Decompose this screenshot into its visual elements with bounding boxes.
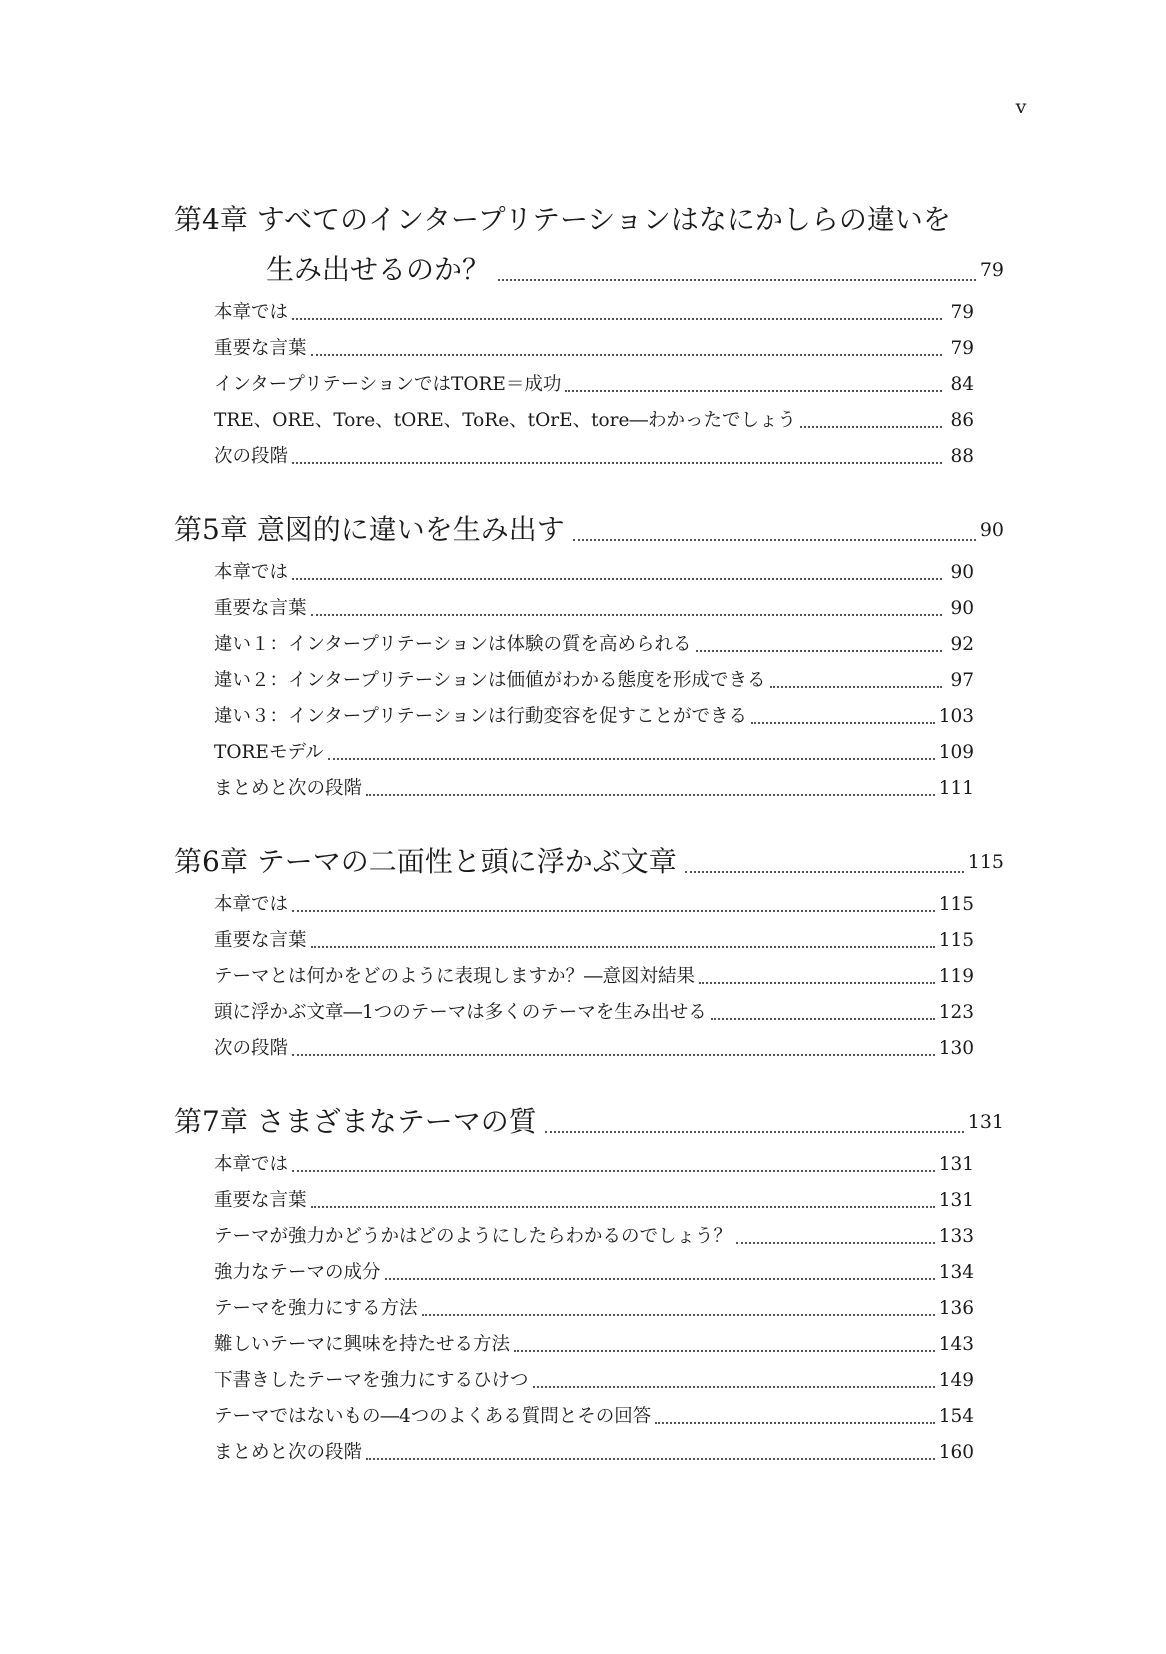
entry-label: 違い２：インタープリテーションは価値がわかる態度を形成できる [214, 670, 766, 691]
toc-entry[interactable] [174, 403, 1004, 439]
chapter-label: 第6章 [174, 845, 248, 878]
toc-entry[interactable] [174, 1363, 1004, 1399]
chapter-heading[interactable] [174, 505, 1004, 555]
entry-page: 131 [938, 1154, 974, 1175]
entry-label: 違い３：インタープリテーションは行動変容を促すことができる [214, 706, 747, 727]
entry-label: 本章では [214, 562, 289, 583]
entry-page: 90 [950, 562, 974, 583]
toc-entry[interactable] [174, 1147, 1004, 1183]
toc-entry[interactable] [174, 663, 1004, 699]
toc-entry[interactable] [174, 771, 1004, 807]
toc-entry[interactable] [174, 331, 1004, 367]
chapter-title: さまざまなテーマの質 [256, 1105, 537, 1138]
entry-page: 84 [950, 374, 974, 395]
dot-leader [545, 1131, 964, 1133]
chapter-page: 115 [967, 851, 1004, 873]
dot-leader [736, 1242, 935, 1244]
entry-label: インタープリテーションではTORE＝成功 [214, 374, 562, 395]
toc-entry[interactable] [174, 591, 1004, 627]
entry-page: 130 [938, 1038, 974, 1059]
entry-page: 123 [938, 1002, 974, 1023]
dot-leader [751, 722, 935, 724]
entry-label: 次の段階 [214, 446, 289, 467]
table-of-contents [174, 195, 1004, 1501]
dot-leader [498, 279, 976, 281]
dot-leader [385, 1278, 935, 1280]
entry-page: 131 [938, 1190, 974, 1211]
entry-label: テーマとは何かをどのように表現しますか？―意図対結果 [214, 966, 696, 987]
toc-entry[interactable] [174, 1327, 1004, 1363]
toc-entry[interactable] [174, 1399, 1004, 1435]
chapter-title: 意図的に違いを生み出す [256, 513, 565, 546]
entry-page: 119 [938, 966, 974, 987]
dot-leader [311, 1206, 935, 1208]
chapter-heading[interactable] [174, 195, 1004, 295]
chapter-label: 第4章 [174, 203, 248, 236]
toc-entry[interactable] [174, 699, 1004, 735]
entry-label: テーマを強力にする方法 [214, 1298, 418, 1319]
entry-label: 重要な言葉 [214, 1190, 307, 1211]
dot-leader [366, 794, 935, 796]
entry-page: 79 [950, 338, 974, 359]
dot-leader [565, 390, 942, 392]
entry-page: 109 [938, 742, 974, 763]
dot-leader [311, 354, 942, 356]
chapter-heading[interactable] [174, 837, 1004, 887]
toc-entry[interactable] [174, 555, 1004, 591]
chapter-4 [174, 195, 1004, 475]
entry-page: 133 [938, 1226, 974, 1247]
entry-label: 強力なテーマの成分 [214, 1262, 381, 1283]
dot-leader [655, 1422, 934, 1424]
toc-entry[interactable] [174, 295, 1004, 331]
chapter-title-continued: 生み出せるのか？ [266, 253, 491, 286]
entry-page: 136 [938, 1298, 974, 1319]
toc-entry[interactable] [174, 995, 1004, 1031]
dot-leader [292, 578, 942, 580]
toc-entry[interactable] [174, 1219, 1004, 1255]
entry-page: 154 [938, 1406, 974, 1427]
dot-leader [422, 1314, 935, 1316]
entry-page: 103 [938, 706, 974, 727]
toc-entry[interactable] [174, 1291, 1004, 1327]
toc-entry[interactable] [174, 1255, 1004, 1291]
entry-label: テーマではないもの―4つのよくある質問とその回答 [214, 1406, 652, 1427]
toc-entry[interactable] [174, 735, 1004, 771]
entry-page: 88 [950, 446, 974, 467]
dot-leader [696, 650, 943, 652]
entry-label: 本章では [214, 1154, 289, 1175]
dot-leader [770, 686, 943, 688]
dot-leader [311, 946, 935, 948]
chapter-7 [174, 1097, 1004, 1471]
page-number: v [1015, 96, 1027, 118]
entry-page: 111 [938, 778, 974, 799]
entry-page: 160 [938, 1442, 974, 1463]
entry-page: 92 [950, 634, 974, 655]
chapter-label: 第7章 [174, 1105, 248, 1138]
toc-entry[interactable] [174, 627, 1004, 663]
toc-entry[interactable] [174, 439, 1004, 475]
entry-label: 重要な言葉 [214, 930, 307, 951]
entry-label: TOREモデル [214, 742, 324, 763]
entry-page: 143 [938, 1334, 974, 1355]
entry-page: 97 [950, 670, 974, 691]
entry-label: 重要な言葉 [214, 598, 307, 619]
dot-leader [292, 462, 942, 464]
entry-label: まとめと次の段階 [214, 1442, 363, 1463]
dot-leader [800, 426, 942, 428]
dot-leader [699, 982, 935, 984]
dot-leader [328, 758, 935, 760]
dot-leader [533, 1386, 935, 1388]
toc-entry[interactable] [174, 923, 1004, 959]
dot-leader [366, 1458, 935, 1460]
entry-page: 90 [950, 598, 974, 619]
entry-label: 下書きしたテーマを強力にするひけつ [214, 1370, 529, 1391]
entry-label: TRE、ORE、Tore、tORE、ToRe、tOrE、tore―わかったでしょう [214, 410, 796, 431]
toc-entry[interactable] [174, 959, 1004, 995]
entry-page: 79 [950, 302, 974, 323]
entry-label: 違い１：インタープリテーションは体験の質を高められる [214, 634, 692, 655]
dot-leader [311, 614, 942, 616]
chapter-title: テーマの二面性と頭に浮かぶ文章 [256, 845, 677, 878]
entry-label: まとめと次の段階 [214, 778, 363, 799]
toc-entry[interactable] [174, 1183, 1004, 1219]
entry-label: 本章では [214, 894, 289, 915]
chapter-page: 90 [979, 519, 1004, 541]
toc-entry[interactable] [174, 1435, 1004, 1471]
entry-label: 次の段階 [214, 1038, 289, 1059]
dot-leader [292, 318, 942, 320]
toc-entry[interactable] [174, 887, 1004, 923]
entry-page: 115 [938, 894, 974, 915]
entry-page: 86 [950, 410, 974, 431]
dot-leader [292, 1170, 935, 1172]
entry-page: 149 [938, 1370, 974, 1391]
chapter-heading[interactable] [174, 1097, 1004, 1147]
dot-leader [711, 1018, 935, 1020]
entry-label: 頭に浮かぶ文章―1つのテーマは多くのテーマを生み出せる [214, 1002, 707, 1023]
dot-leader [292, 910, 935, 912]
entry-page: 115 [938, 930, 974, 951]
chapter-label: 第5章 [174, 513, 248, 546]
entry-label: 重要な言葉 [214, 338, 307, 359]
entry-label: 難しいテーマに興味を持たせる方法 [214, 1334, 511, 1355]
entry-label: テーマが強力かどうかはどのようにしたらわかるのでしょう？ [214, 1226, 733, 1247]
dot-leader [292, 1054, 935, 1056]
chapter-page: 79 [979, 259, 1004, 281]
toc-entry[interactable] [174, 1031, 1004, 1067]
toc-entry[interactable] [174, 367, 1004, 403]
dot-leader [514, 1350, 935, 1352]
dot-leader [573, 539, 976, 541]
chapter-5 [174, 505, 1004, 807]
chapter-page: 131 [967, 1111, 1004, 1133]
chapter-6 [174, 837, 1004, 1067]
entry-page: 134 [938, 1262, 974, 1283]
entry-label: 本章では [214, 302, 289, 323]
dot-leader [685, 871, 964, 873]
chapter-title: すべてのインタープリテーションはなにかしらの違いを [256, 203, 951, 236]
